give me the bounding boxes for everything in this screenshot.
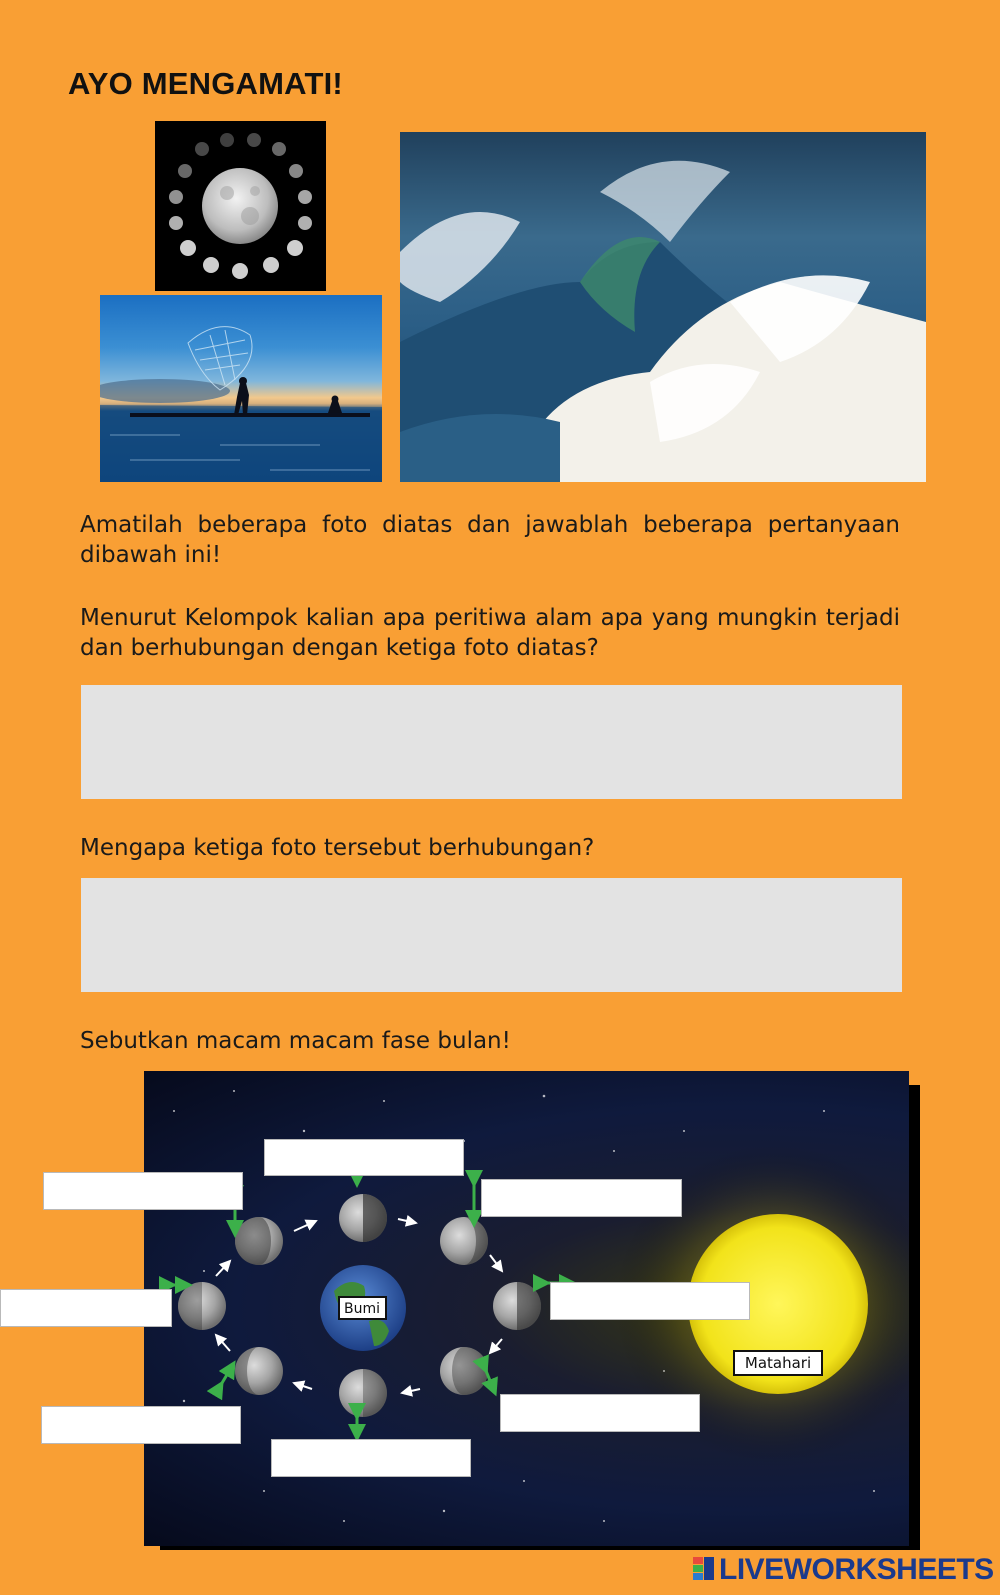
moon-phase-input-right[interactable] (550, 1282, 750, 1320)
moon-phase-input-bottom-left[interactable] (41, 1406, 241, 1444)
answer-2-field[interactable] (81, 878, 902, 992)
moon-phase-input-top-left[interactable] (43, 1172, 243, 1210)
moon-phase-diagram (144, 1071, 909, 1546)
sun-label: Matahari (744, 1354, 812, 1372)
earth-label: Bumi (343, 1301, 381, 1317)
moon-phases-photo (155, 121, 326, 291)
liveworksheets-logo-icon (693, 1557, 715, 1581)
question-1-text: Menurut Kelompok kalian apa peritiwa alam apa yang mungkin terjadi dan berhubungan dengan ketiga foto diatas? (80, 605, 900, 661)
ocean-wave-photo (400, 132, 926, 482)
answer-1-field[interactable] (81, 685, 902, 799)
question-2-text: Mengapa ketiga foto tersebut berhubungan? (80, 835, 595, 861)
page-title: AYO MENGAMATI! (68, 66, 343, 101)
moon-phase-input-bottom[interactable] (271, 1439, 471, 1477)
question-3-text: Sebutkan macam macam fase bulan! (80, 1028, 511, 1054)
fisherman-sea-photo (100, 295, 382, 482)
moon-phase-input-left[interactable] (0, 1289, 172, 1327)
moon-phase-input-bottom-right[interactable] (500, 1394, 700, 1432)
liveworksheets-brand[interactable]: LIVEWORKSHEETS (719, 1553, 994, 1586)
moon-phase-input-top-right[interactable] (481, 1179, 682, 1217)
moon-phase-input-top[interactable] (264, 1139, 464, 1176)
instruction-text: Amatilah beberapa foto diatas dan jawablah beberapa pertanyaan dibawah ini! (80, 512, 900, 568)
